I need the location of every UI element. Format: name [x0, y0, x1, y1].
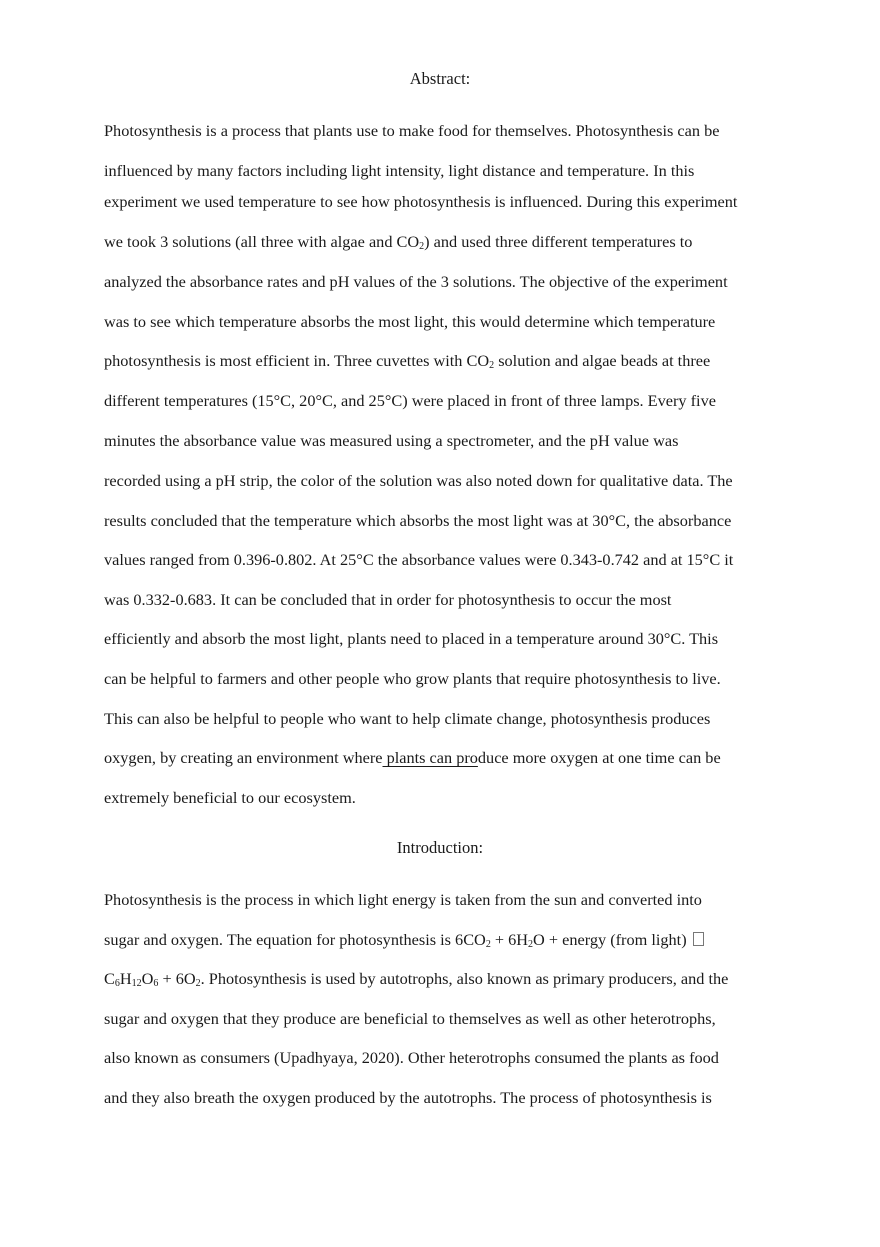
text-line: sugar and oxygen that they produce are beneficial to themselves as well as other heterotrophs, [104, 1009, 716, 1028]
text-line: minutes the absorbance value was measured using a spectrometer, and the pH value was [104, 431, 679, 450]
text-line: values ranged from 0.396-0.802. At 25°C the absorbance values were 0.343-0.742 and at 15°C it [104, 550, 734, 569]
text-line: oxygen, by creating an environment where plants can produce more oxygen at one time can be [104, 748, 721, 767]
text-line: Photosynthesis is the process in which light energy is taken from the sun and converted into [104, 890, 702, 909]
text-line: extremely beneficial to our ecosystem. [104, 788, 356, 807]
text-line: Photosynthesis is a process that plants use to make food for themselves. Photosynthesis can be [104, 121, 720, 140]
text-line: recorded using a pH strip, the color of the solution was also noted down for qualitative data. The [104, 471, 733, 490]
text-line: This can also be helpful to people who want to help climate change, photosynthesis produces [104, 709, 711, 728]
text-line: analyzed the absorbance rates and pH values of the 3 solutions. The objective of the experiment [104, 272, 728, 291]
text-line: $C_6H_{12}O_6 + 6O_2$. Photosynthesis is used by autotrophs, also known as primary producers, and the [104, 969, 729, 989]
introduction-heading: Introduction: [396, 838, 484, 857]
text-line: results concluded that the temperature which absorbs the most light was at 30°C, the absorbance [104, 511, 732, 530]
text-line: we took 3 solutions (all three with algae and $CO_2$) and used three different temperatures to [104, 232, 693, 252]
text-line: was 0.332-0.683. It can be concluded that in order for photosynthesis to occur the most [104, 590, 672, 609]
text-line: can be helpful to farmers and other people who grow plants that require photosynthesis to live. [104, 669, 721, 688]
text-line: experiment we used temperature to see how photosynthesis is influenced. During this experiment [104, 192, 738, 211]
text-line: also known as consumers (Upadhyaya, 2020). Other heterotrophs consumed the plants as food [104, 1048, 719, 1067]
text-line: and they also breath the oxygen produced by the autotrophs. The process of photosynthesis is [104, 1088, 712, 1107]
underlined-text: plants can pro [382, 748, 478, 767]
text-line: influenced by many factors including light intensity, light distance and temperature. In this [104, 161, 695, 180]
text-line: efficiently and absorb the most light, plants need to placed in a temperature around 30°C. This [104, 629, 719, 648]
abstract-heading: Abstract: [409, 69, 471, 88]
text-line: sugar and oxygen. The equation for photosynthesis is $6CO_2 + 6H_2O$ + energy (from light) [104, 930, 704, 950]
text-line: photosynthesis is most efficient in. Three cuvettes with $CO_2$ solution and algae beads at three [104, 351, 711, 371]
text-line: different temperatures (15°C, 20°C, and 25°C) were placed in front of three lamps. Every five [104, 391, 716, 410]
text-line: was to see which temperature absorbs the most light, this would determine which temperature [104, 312, 716, 331]
missing-glyph-icon [693, 932, 704, 946]
